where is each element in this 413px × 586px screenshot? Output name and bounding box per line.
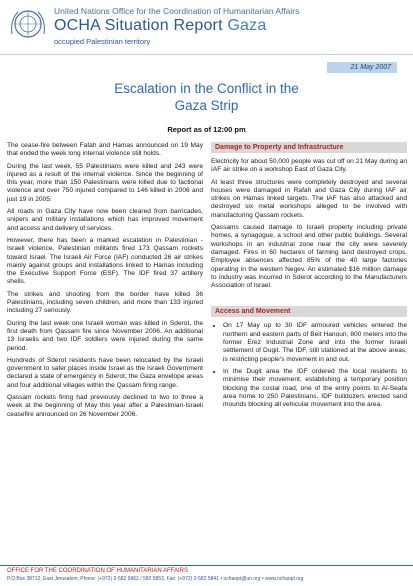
report-title-region: Gaza — [227, 17, 267, 34]
headline-line-1: Escalation in the Conflict in the — [114, 81, 299, 96]
paragraph: Qassams caused damage to Israeli property including private homes, a synagogue, a school and other public buildings. Several workshops in an industrial zone near the city were severely damaged. Fires in 60 hectares of farming land destroyed crops. Employee absences affected 85% of the 40 large factories operating in the western Negev. An estimated $16 million damage to industry was incurred in Sderot according to the Manufacturers Association of Israel. — [211, 224, 407, 290]
paragraph: During the last week, 55 Palestinians were killed and 243 were injured as a result of the internal violence. Since the beginning of this year, more than 150 Palestinians were killed due to factional violence and over 750 injured compared to 146 killed in 2006 and just 19 in 2005. — [7, 162, 203, 203]
right-column — [211, 142, 407, 413]
header-divider — [0, 54, 413, 55]
paragraph: The strikes and shooting from the border have killed 36 Palestinians, including seven children, and more than 133 injured including 27 seriously. — [7, 290, 203, 315]
report-title — [54, 17, 266, 35]
un-emblem-icon — [6, 6, 50, 46]
footer-contact: P.O.Box 38712, East Jerusalem, Phone: (+972) 2-582 9962 / 582 5853, Fax: (+972) 2-582 5841 • ochaopt@un.org • www.ochaopt.org — [7, 576, 304, 582]
paragraph: The cease-fire between Fatah and Hamas announced on 19 May that ended the week long internal violence still holds. — [7, 142, 203, 158]
report-header — [0, 0, 413, 64]
report-subtitle: occupied Palestinian territory — [54, 37, 151, 46]
paragraph: Electricity for about 50,000 people was cut off on 21 May during an IAF air strike on a workshop East of Gaza City. — [211, 158, 407, 174]
headline-line-2: Gaza Strip — [174, 98, 239, 113]
report-title-main: OCHA Situation Report — [54, 17, 223, 34]
access-section-heading: Access and Movement — [211, 306, 407, 317]
paragraph: At least three structures were completely destroyed and several houses were damaged in Rafah and Gaza City during IAF air strikes on Hamas linked targets. The IAF has also attacked and destroyed six metal workshops alleged to be involved with manufacturing Qassam rockets. — [211, 178, 407, 219]
paragraph: Qassam rockets firing had previously declined to two to three a week at the beginning of May this year after a Palestinian-Israeli ceasefire announced on 26 November 2006. — [7, 394, 203, 418]
paragraph: All roads in Gaza City have now been cleared from barricades, snipers and military installations which has improved movement and access and delivery of services. — [7, 208, 203, 232]
access-bullet-list — [211, 322, 407, 409]
org-name: United Nations Office for the Coordination of Humanitarian Affairs — [54, 6, 300, 16]
footer-org-name: OFFICE FOR THE COORDINATION OF HUMANITARIAN AFFAIRS — [7, 568, 189, 574]
report-date: 21 May 2007 — [327, 62, 397, 73]
paragraph: During the last week one Israeli woman was killed in Sderot, the first death from Qassam fire since November 2006. An additional 13 Israelis and two IDF soldiers were injured during the same period. — [7, 319, 203, 352]
page-footer — [0, 565, 413, 586]
left-column — [7, 142, 203, 423]
report-time: Report as of 12:00 pm — [167, 125, 246, 134]
paragraph: Hundreds of Sderot residents have been relocated by the Israeli government to safer places inside Israel as the Israeli Government declared a state of emergency in Sderot, the Gaza envelope areas and four additional villages within the Qassam firing range. — [7, 356, 203, 389]
damage-section-heading: Damage to Property and Infrastructure — [211, 142, 407, 153]
list-item: • In the Dugit area the IDF ordered the local residents to minimise their movement, establishing a temporary position blocking the costal road, one of the entry points to Al-Seafa area home to 250 Palestinians. IDF bulldozers erected sand mounds blocking all vehicular movement into the area. — [223, 368, 407, 409]
list-item: • On 17 May up to 30 IDF armoured vehicles entered the northern and eastern parts of Beit Hanoun, 800 meters into the former Erez Industrial Zone and into the former Israeli settlement of Dugit. The IDF, still stationed at the above areas, is restricting people's movement in and out. — [223, 322, 407, 363]
paragraph: However, there has been a marked escalation in Palestinian - Israeli violence. Palestinian militants fired 173 Qassam rockets toward Israel. The Israeli Air Force (IAF) conducted 26 air strikes mainly against groups and installations linked to Hamas including the Executive Support Force (ESF). The IDF fired 37 artillery shells. — [7, 236, 203, 286]
